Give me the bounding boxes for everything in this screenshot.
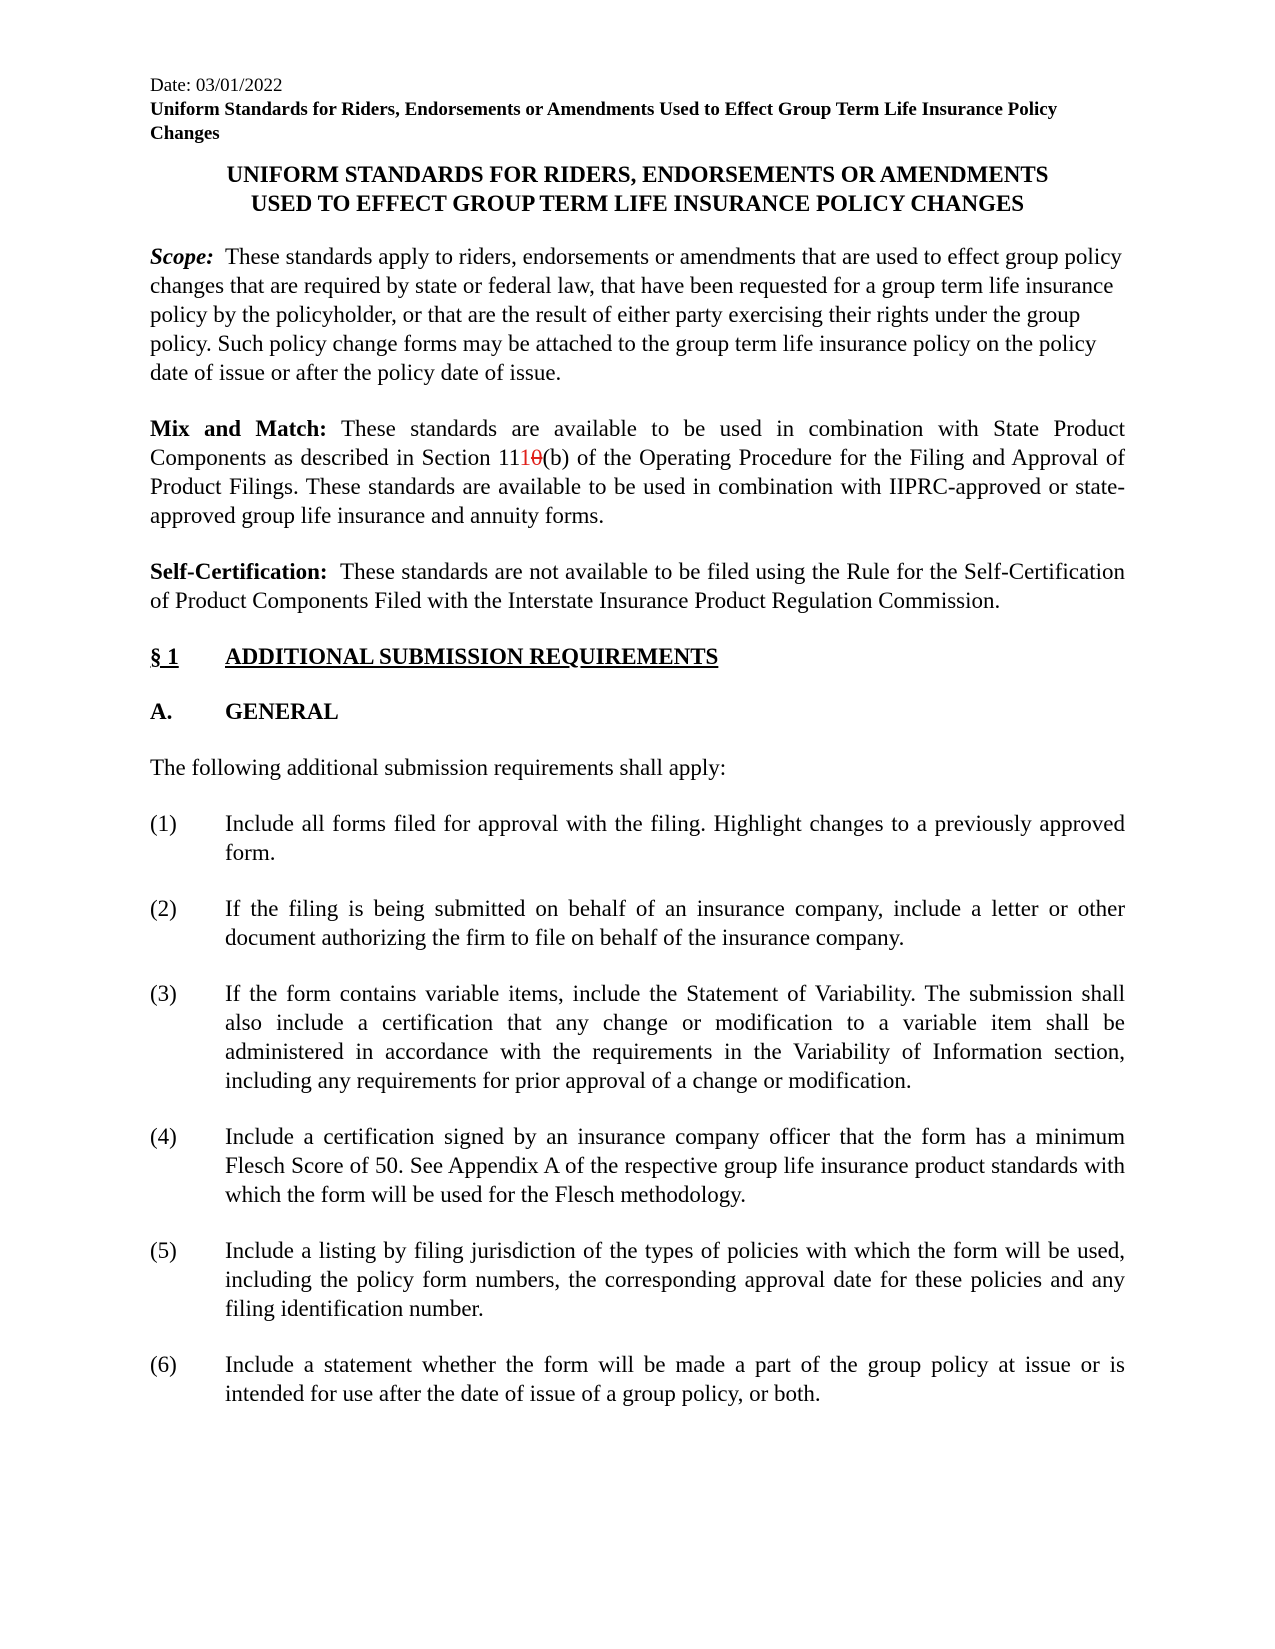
main-title-line-2: USED TO EFFECT GROUP TERM LIFE INSURANCE POLICY CHANGES [250,191,1025,216]
list-item [150,809,1125,867]
list-item [150,1122,1125,1209]
revision-insertion: 1 [519,445,531,470]
list-item-number: (2) [150,896,177,921]
main-title-line-1: UNIFORM STANDARDS FOR RIDERS, ENDORSEMENTS OR AMENDMENTS [226,162,1049,187]
mix-and-match-paragraph [150,414,1125,530]
section-1-heading [150,642,1125,671]
list-item-text: Include a listing by filing jurisdiction of the types of policies with which the form will be used, including the policy form numbers, the corresponding approval date for these policies and any filing identification number. [225,1238,1125,1321]
list-item-number: (5) [150,1238,177,1263]
scope-paragraph [150,242,1125,387]
list-item-number: (4) [150,1124,177,1149]
header-title: Uniform Standards for Riders, Endorsements or Amendments Used to Effect Group Term Life Insurance Policy Changes [150,99,1058,144]
mix-and-match-label: Mix and Match: [150,416,327,441]
list-item-text: If the filing is being submitted on behalf of an insurance company, include a letter or other document authorizing the firm to file on behalf of the insurance company. [225,896,1125,950]
revision-deletion: 0 [530,445,543,470]
self-certification-paragraph [150,557,1125,615]
section-1-number: § 1 [150,644,179,669]
scope-text: These standards apply to riders, endorsements or amendments that are used to effect group policy changes that are required by state or federal law, that have been requested for a group term life insurance policy by the policyholder, or that are the result of either party exercising their rights under the group policy. Such policy change forms may be attached to the group term life insurance policy on the policy date of issue or after the policy date of issue. [150,244,1122,385]
self-certification-text: These standards are not available to be filed using the Rule for the Self-Certification of Product Components Filed with the Interstate Insurance Product Regulation Commission. [150,559,1125,613]
main-title [150,160,1125,218]
list-item-number: (6) [150,1352,177,1377]
list-item-text: Include a statement whether the form will be made a part of the group policy at issue or is intended for use after the date of issue of a group policy, or both. [225,1352,1125,1406]
subsection-a-number: A. [150,699,173,724]
list-item-text: Include a certification signed by an insurance company officer that the form has a minimum Flesch Score of 50. See Appendix A of the respective group life insurance product standards with which the form will be used for the Flesch methodology. [225,1124,1125,1207]
scope-label: Scope: [150,244,214,269]
subsection-a-title: GENERAL [225,699,339,724]
list-item [150,979,1125,1095]
header-date: Date: 03/01/2022 [150,75,283,96]
list-item [150,1236,1125,1323]
self-certification-label: Self-Certification: [150,559,328,584]
list-item-text: If the form contains variable items, include the Statement of Variability. The submission shall also include a certification that any change or modification to a variable item shall be administered in accordance with the requirements in the Variability of Information section, including any requirements for prior approval of a change or modification. [225,981,1125,1093]
document-page [150,74,1125,1408]
list-item-number: (3) [150,981,177,1006]
list-item-text: Include all forms filed for approval with the filing. Highlight changes to a previously approved form. [225,811,1125,865]
requirements-intro: The following additional submission requirements shall apply: [150,755,727,780]
mix-and-match-text-after: (b) of the Operating Procedure for the Filing and Approval of Product Filings. These standards are available to be used in combination with IIPRC-approved or state-approved group life insurance and annuity forms. [150,445,1125,528]
mix-and-match-text-before: These standards are available to be used in combination with State Product Components as described in Section 11 [150,416,1125,470]
list-item-number: (1) [150,811,177,836]
list-item [150,894,1125,952]
subsection-a-heading [150,697,1125,726]
section-1-title: ADDITIONAL SUBMISSION REQUIREMENTS [225,644,719,669]
list-item [150,1350,1125,1408]
